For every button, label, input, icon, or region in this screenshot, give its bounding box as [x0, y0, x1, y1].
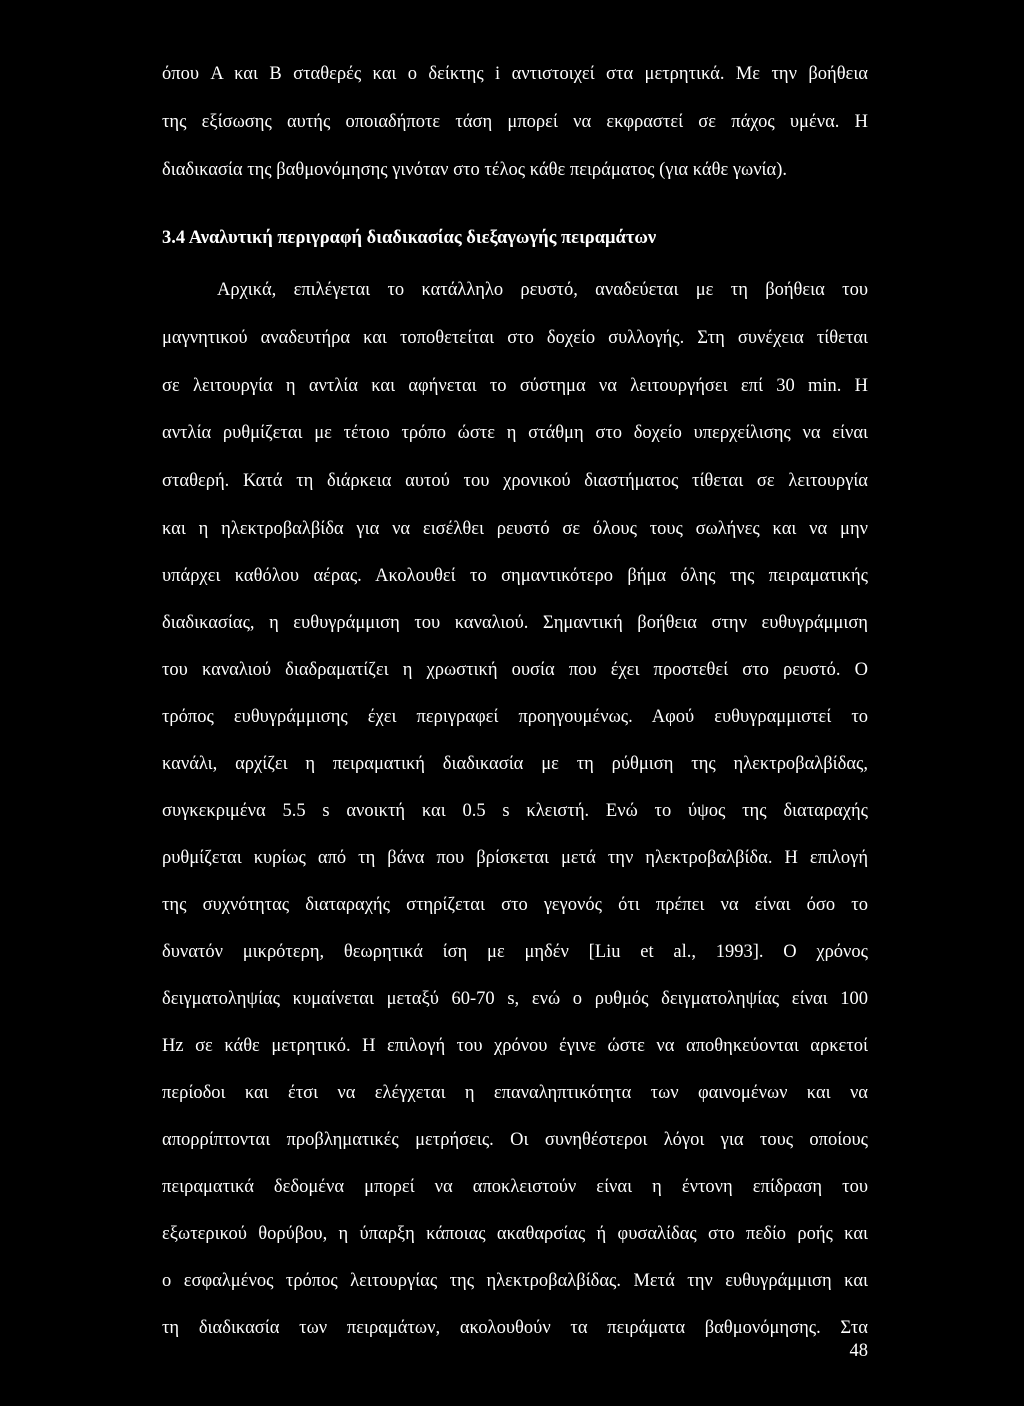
paragraph-1-line-3: διαδικασία της βαθμονόμησης γινόταν στο τέλος κάθε πειράματος (για κάθε γωνία). — [162, 160, 788, 180]
paragraph-2-line-23: τη διαδικασία των πειραμάτων, ακολουθούν τα πειράματα βαθμονόμησης. Στα — [162, 1318, 868, 1338]
paragraph-2-line-20: πειραματικά δεδομένα μπορεί να αποκλειστούν είναι η έντονη επίδραση του — [162, 1177, 868, 1197]
paragraph-2-line-9: του καναλιού διαδραματίζει η χρωστική ουσία που έχει προστεθεί στο ρευστό. Ο — [162, 660, 868, 680]
paragraph-1-line-2: της εξίσωσης αυτής οποιαδήποτε τάση μπορεί να εκφραστεί σε πάχος υμένα. Η — [162, 112, 868, 132]
paragraph-2-line-12: συγκεκριμένα 5.5 s ανοικτή και 0.5 s κλειστή. Ενώ το ύψος της διαταραχής — [162, 801, 868, 821]
page-number: 48 — [849, 1341, 868, 1361]
paragraph-2-line-3: σε λειτουργία η αντλία και αφήνεται το σύστημα να λειτουργήσει επί 30 min. Η — [162, 376, 868, 396]
section-heading: 3.4 Αναλυτική περιγραφή διαδικασίας διεξαγωγής πειραμάτων — [162, 228, 657, 248]
paragraph-2-line-15: δυνατόν μικρότερη, θεωρητικά ίση με μηδέν [Liu et al., 1993]. Ο χρόνος — [162, 942, 868, 962]
paragraph-2-line-6: και η ηλεκτροβαλβίδα για να εισέλθει ρευστό σε όλους τους σωλήνες και να μην — [162, 519, 868, 539]
paragraph-2-line-18: περίοδοι και έτσι να ελέγχεται η επαναληπτικότητα των φαινομένων και να — [162, 1083, 868, 1103]
paragraph-2-line-7: υπάρχει καθόλου αέρας. Ακολουθεί το σημαντικότερο βήμα όλης της πειραματικής — [162, 566, 868, 586]
paragraph-2-line-22: ο εσφαλμένος τρόπος λειτουργίας της ηλεκτροβαλβίδας. Μετά την ευθυγράμμιση και — [162, 1271, 868, 1291]
paragraph-2-line-21: εξωτερικού θορύβου, η ύπαρξη κάποιας ακαθαρσίας ή φυσαλίδας στο πεδίο ροής και — [162, 1224, 868, 1244]
paragraph-2-line-17: Hz σε κάθε μετρητικό. Η επιλογή του χρόνου έγινε ώστε να αποθηκεύονται αρκετοί — [162, 1036, 868, 1056]
paragraph-2-line-16: δειγματοληψίας κυμαίνεται μεταξύ 60-70 s, ενώ ο ρυθμός δειγματοληψίας είναι 100 — [162, 989, 868, 1009]
paragraph-2-line-11: κανάλι, αρχίζει η πειραματική διαδικασία με τη ρύθμιση της ηλεκτροβαλβίδας, — [162, 754, 868, 774]
paragraph-2-line-10: τρόπος ευθυγράμμισης έχει περιγραφεί προηγουμένως. Αφού ευθυγραμμιστεί το — [162, 707, 868, 727]
paragraph-2-line-14: της συχνότητας διαταραχής στηρίζεται στο γεγονός ότι πρέπει να είναι όσο το — [162, 895, 868, 915]
paragraph-2-line-2: μαγνητικού αναδευτήρα και τοποθετείται στο δοχείο συλλογής. Στη συνέχεια τίθεται — [162, 328, 868, 348]
paragraph-2-line-5: σταθερή. Κατά τη διάρκεια αυτού του χρονικού διαστήματος τίθεται σε λειτουργία — [162, 471, 868, 491]
paragraph-2-line-4: αντλία ρυθμίζεται με τέτοιο τρόπο ώστε η στάθμη στο δοχείο υπερχείλισης να είναι — [162, 423, 868, 443]
paragraph-2-line-8: διαδικασίας, η ευθυγράμμιση του καναλιού. Σημαντική βοήθεια στην ευθυγράμμιση — [162, 613, 868, 633]
paragraph-2-line-19: απορρίπτονται προβληματικές μετρήσεις. Οι συνηθέστεροι λόγοι για τους οποίους — [162, 1130, 868, 1150]
paragraph-2-line-13: ρυθμίζεται κυρίως από τη βάνα που βρίσκεται μετά την ηλεκτροβαλβίδα. Η επιλογή — [162, 848, 868, 868]
paragraph-1-line-1: όπου A και B σταθερές και ο δείκτης i αντιστοιχεί στα μετρητικά. Με την βοήθεια — [162, 64, 868, 84]
paragraph-2-line-1: Αρχικά, επιλέγεται το κατάλληλο ρευστό, αναδεύεται με τη βοήθεια του — [217, 280, 868, 300]
